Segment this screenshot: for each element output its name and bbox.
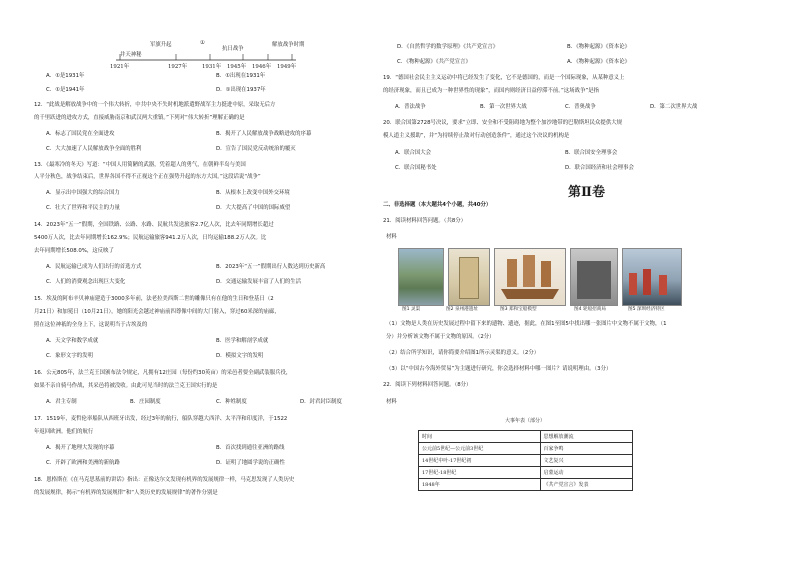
q19-option-c: C．普奥战争: [565, 104, 596, 110]
q21-sub2: （2）结合所学知识，请你简要介绍图1所示灵渠的意义。（2分）: [386, 350, 540, 356]
timeline-label: 井天神秘: [120, 52, 142, 58]
q17-option-c: C．开辟了欧洲和美洲的新航路: [46, 460, 120, 466]
q11-option-d: D．①出现在1937年: [216, 87, 266, 93]
q12-option-c: C．大大加速了人民解放战争全面的胜利: [46, 146, 142, 152]
photo-zhenghe-ship: [494, 248, 566, 306]
q20-stem: 20．联合国第2728号决议，要求“立即、安全和不受阻碍地为整个加沙地带的巴勒斯坦民众提供大规: [383, 120, 622, 126]
photo-steamship-company: [570, 248, 618, 306]
q14-stem: 去年同期增长508.0%，这反映了: [34, 248, 114, 254]
table-cell: 百家争鸣: [540, 443, 632, 455]
q13-option-c: C．壮大了世界和平民主的力量: [46, 205, 120, 211]
q21-material-label: 材料: [386, 234, 397, 240]
q20-stem: 模人道主义援助”，并“为持续停止敌对行动创造条件”，通过这个决议的机构是: [383, 133, 570, 139]
q20-option-c: C．联合国秘书处: [395, 165, 437, 171]
q20-option-d: D．联合国经济和社会理事会: [565, 165, 634, 171]
table-cell: 14世纪中叶-17世纪初: [419, 455, 541, 467]
photo-caption: 图1 灵渠: [402, 307, 421, 312]
q12-stem: 的千里跃进的进攻方式，直接威胁南京和武汉两大重镇。”下列对“伟大转折”理解正确的是: [34, 115, 245, 121]
photo-caption: 图2 泉州港遗址: [446, 307, 478, 312]
q19-stem: 的经济现象，而且已成为一种世界性的现象”，而国内则经济日益停滞不前。”这场战争”是指: [383, 88, 599, 94]
q18-option-d: A．《物种起源》《资本论》: [567, 59, 630, 65]
timeline-circle-label: ①: [200, 40, 205, 46]
table-row: [419, 455, 633, 467]
timeline-year: 1921年: [110, 64, 130, 70]
q12-stem: 12．“此战是解放战争中的一个伟大转折，中共中央不失时机地派遣野战军主力挺进中原，采取无后方: [34, 102, 276, 108]
table-header-cell: 时间: [419, 431, 541, 443]
q16-stem: 如果不亲自骑马作战，其采邑将被没收。由此可见当时的法兰克王国实行的是: [34, 383, 218, 389]
photo-quanzhou-port: [448, 248, 490, 306]
timeline-year: 1945年: [227, 64, 247, 70]
crane-shape: [629, 273, 637, 295]
q17-option-b: B．首次找到通往亚洲的路线: [216, 445, 285, 451]
q16-option-d: D．封君封臣制度: [300, 399, 342, 405]
timeline-year: 1931年: [202, 64, 222, 70]
q14-option-b: B．2023年“五一”假期出行人数达到历史新高: [216, 264, 326, 270]
q16-option-b: B．庄园制度: [130, 399, 161, 405]
stele-shape: [459, 257, 479, 299]
q17-stem: 17．1519年，麦哲伦率船队从西班牙出发，经过3年的航行，船队穿越大西洋、太平洋和印度洋，于1522: [34, 416, 288, 422]
timeline-label: 抗日战争: [222, 46, 244, 52]
table-header-cell: 思想解放潮流: [540, 431, 632, 443]
q22-material-label: 材料: [386, 399, 397, 405]
q20-option-b: B．联合国安全理事会: [565, 150, 618, 156]
q12-option-a: A．标志了国民党在全面进攻: [46, 131, 115, 137]
q15-option-c: C．象形文字的发明: [46, 353, 93, 359]
q15-stem: 月21日）和加冕日（10月21日），她的阳光会越过神庙前四尊像中间的大门射入，穿过60米深的庙廊，: [34, 309, 280, 315]
timeline-label: 军旗升起: [150, 42, 172, 48]
events-table: [418, 430, 633, 491]
part2-title: 第Ⅱ卷: [568, 185, 605, 200]
q18-stem: 的发展规律，揭示“有机界的发展规律”和“人类历史的发展规律”的著作分别是: [34, 490, 218, 496]
crane-shape: [659, 275, 667, 295]
table-row: [419, 467, 633, 479]
q19-option-a: A．普法战争: [395, 104, 426, 110]
q12-option-d: D．宣告了国民党反动统治的覆灭: [216, 146, 296, 152]
timeline-label: 解放战争时期: [272, 42, 305, 48]
q21-sub3: （3）以“中国古今海外贸易”为主题进行研究，你会选择材料中哪一图片？请说明理由。（3分）: [386, 366, 612, 372]
q15-stem: 照在这位神祇的全身上下，这说明当于古埃及的: [34, 322, 148, 328]
q11-option-b: B．①出现在1931年: [216, 73, 266, 79]
photo-caption: 图3 郑和宝船模型: [500, 307, 537, 312]
building-shape: [577, 261, 611, 299]
table-header-row: [419, 431, 633, 443]
q19-option-d: D．第二次世界大战: [650, 104, 698, 110]
q15-option-d: D．模拟文字的发明: [216, 353, 264, 359]
table-cell: 启蒙运动: [540, 467, 632, 479]
q20-option-a: A．联合国大会: [395, 150, 432, 156]
q21-stem: 21．阅读材料回答问题。（共8分）: [383, 218, 467, 224]
table-cell: 公元前5世纪—公元前3世纪: [419, 443, 541, 455]
table-title: 大事年表（部分）: [505, 418, 546, 424]
table-cell: 文艺复兴: [540, 455, 632, 467]
q15-option-b: B．医学和解剖学成就: [216, 338, 269, 344]
q15-stem: 15．埃及的阿布辛贝神庙建造于3000多年前，法老拉美西斯二世的雕像只有在他的生日和登基日（2: [34, 296, 274, 302]
photo-shenzhen: [622, 248, 682, 306]
q21-sub1-cont: 分）并分析该文物不属于文物的原因。（2分）: [386, 334, 495, 340]
photo-lingqu: [398, 248, 444, 306]
q15-option-a: A．天文学和数学成就: [46, 338, 99, 344]
q18-option-b: B．《物种起源》《资本论》: [567, 44, 630, 50]
photo-caption: 图5 深圳经济特区: [628, 307, 665, 312]
q16-option-a: A．君主专制: [46, 399, 77, 405]
q12-option-b: B．揭开了人民解放战争战略进攻的序幕: [216, 131, 312, 137]
q17-stem: 年返回欧洲。他们的航行: [34, 429, 94, 435]
crane-shape: [643, 269, 651, 295]
q11-option-a: A．①是1931年: [46, 73, 85, 79]
table-row: [419, 443, 633, 455]
q21-sub1: （1）文物是人类在历史发展过程中留下来的遗物、遗迹，据此，在图1至图5中找出哪一张图片中文物不属于文物，（1: [386, 321, 667, 327]
q13-option-d: D．大大提高了中国的国际威望: [216, 205, 291, 211]
q18-option-a: D．《自然哲学的数学原理》《共产党宣言》: [397, 44, 499, 50]
table-cell: 1848年: [419, 479, 541, 491]
q13-option-b: B．从根本上改变中国外交环境: [216, 190, 290, 196]
q14-option-a: A．民航运输已成为人们出行的首选方式: [46, 264, 142, 270]
q16-stem: 16．公元805年，法兰克王国颁布法令规定，凡拥有12庄园（每份约30英亩）的采邑者要全副武装服兵役，: [34, 370, 292, 376]
q14-stem: 14．2023年“五一”假期，全国铁路、公路、水路、民航共发送旅客2.7亿人次，比去年同期增长超过: [34, 222, 274, 228]
q19-option-b: B．第一次世界大战: [480, 104, 527, 110]
timeline-year: 1946年: [252, 64, 272, 70]
q14-option-d: D．交通运输发展丰富了人们的生活: [216, 279, 302, 285]
timeline-year: 1949年: [277, 64, 297, 70]
q18-option-c: C．《物种起源》《共产党宣言》: [397, 59, 471, 65]
ship-icon: [495, 249, 565, 305]
q13-stem: 人平分秋色，战争结束后，世界各国不得不正视这个正在强势升起的东方大国。”这段话说“战争”: [34, 174, 261, 180]
q18-stem: 18．恩格斯在《在马克思墓前的讲话》指出：正像达尔文发现有机界的发展规律一样，马克思发现了人类历史: [34, 477, 295, 483]
table-cell: 《共产党宣言》发表: [540, 479, 632, 491]
q17-option-d: D．证明了地圆学说的正确性: [216, 460, 285, 466]
q14-option-c: C．人们的消费观念出现巨大变化: [46, 279, 126, 285]
table-cell: 17世纪-18世纪: [419, 467, 541, 479]
timeline-year: 1927年: [168, 64, 188, 70]
q17-option-a: A．揭开了地理大发现的序幕: [46, 445, 115, 451]
part2-instruction: 二、非选择题（本大题共4个小题，共40分）: [383, 202, 492, 208]
q22-stem: 22．阅读下列材料回答问题。（8分）: [383, 382, 472, 388]
q11-option-c: C．①是1941年: [46, 87, 85, 93]
photo-caption: 图4 轮船招商局: [574, 307, 606, 312]
q14-stem: 5400万人次，比去年同期增长162.9%；民航运输旅客941.2万人次，日均运输188.2万人次。比: [34, 235, 267, 241]
q13-option-a: A．显示出中国强大的综合国力: [46, 190, 120, 196]
q16-option-c: C．种姓制度: [216, 399, 247, 405]
q19-stem: 19．“德国社会民主主义运动中将已经发生了变化，它不是德国的，而是一个国际现象，从某种意义上: [383, 75, 625, 81]
q13-stem: 13．《最寒冷的冬天》写道：“中国人用简陋的武器，凭着超人的勇气，在朝鲜半岛与美国: [34, 162, 246, 168]
table-row: [419, 479, 633, 491]
